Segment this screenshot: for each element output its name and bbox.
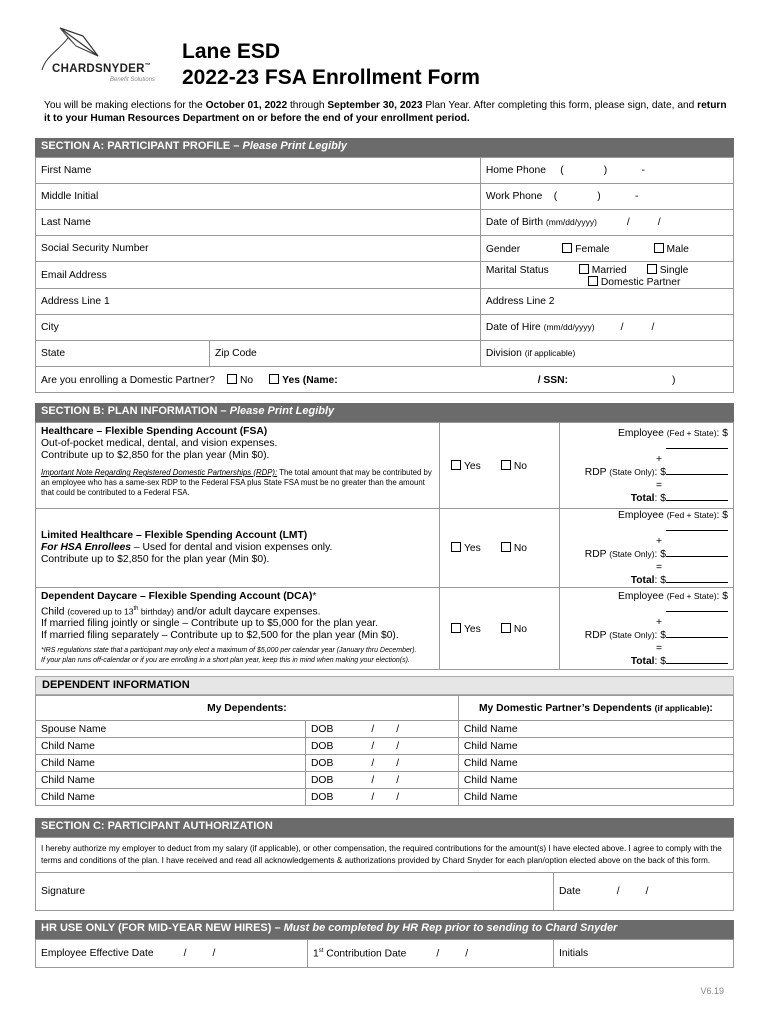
middle-initial-field[interactable]: Middle Initial [36, 184, 481, 210]
address-line-1-field[interactable]: Address Line 1 [36, 289, 481, 315]
division-field[interactable]: Division (if applicable) [480, 341, 733, 367]
spouse-name-field[interactable]: Spouse Name [36, 721, 306, 738]
dependent-info-header: DEPENDENT INFORMATION [35, 676, 734, 695]
gender-field: Gender Female Male [480, 236, 733, 262]
form-title: 2022-23 FSA Enrollment Form [182, 66, 480, 89]
email-field[interactable]: Email Address [36, 262, 481, 289]
dp-child-name-field[interactable]: Child Name [458, 755, 733, 772]
address-line-2-field[interactable]: Address Line 2 [480, 289, 733, 315]
fsa-yes-no: Yes No [440, 423, 560, 509]
lmt-yes-no: Yes No [440, 509, 560, 588]
lmt-description: Limited Healthcare – Flexible Spending Account (LMT) For HSA Enrollees – Used for dental and vision expenses only. Contribute up to $2,850 for the plan year (Min $0). [36, 509, 440, 588]
fsa-description: Healthcare – Flexible Spending Account (FSA) Out-of-pocket medical, dental, and vision expenses. Contribute up to $2,850 for the plan year (Min $0). Important Note Regarding Registered Domestic Partnerships (RDP): The total amount that may be contributed by an employee who has a same-sex RDP to the Federal FSA plus State FSA must be no greater than the amount that could be contributed to a Federal FSA. [36, 423, 440, 509]
initials-field[interactable]: Initials [554, 940, 734, 968]
plan-information-table [35, 422, 734, 670]
section-c-header: SECTION C: PARTICIPANT AUTHORIZATION [35, 818, 734, 837]
hr-use-header: HR USE ONLY (FOR MID-YEAR NEW HIRES) – Must be completed by HR Rep prior to sending to Chard Snyder [35, 920, 734, 939]
city-field[interactable]: City [36, 315, 481, 341]
date-of-birth-field[interactable]: Date of Birth (mm/dd/yyyy) / / [480, 210, 733, 236]
chard-snyder-logo [38, 26, 168, 86]
child-name-field[interactable]: Child Name [36, 772, 306, 789]
dca-yes-no: Yes No [440, 588, 560, 670]
dp-dependents-header: My Domestic Partner’s Dependents (if applicable): [458, 696, 733, 721]
state-field[interactable]: State [36, 341, 210, 367]
work-phone-field[interactable]: Work Phone ( ) - [480, 184, 733, 210]
first-name-field[interactable]: First Name [36, 158, 481, 184]
domestic-partner-checkbox[interactable] [588, 276, 598, 286]
dca-no-checkbox[interactable] [501, 623, 511, 633]
dependents-table [35, 695, 734, 806]
marital-status-field: Marital Status Married Single Domestic Partner [480, 262, 733, 289]
logo-tagline: Benefit Solutions [110, 77, 156, 83]
employee-effective-date-field[interactable]: Employee Effective Date / / [36, 940, 308, 968]
child-name-field[interactable]: Child Name [36, 755, 306, 772]
dependent-dob-field[interactable]: DOB / / [306, 738, 459, 755]
last-name-field[interactable]: Last Name [36, 210, 481, 236]
dependent-dob-field[interactable]: DOB / / [306, 772, 459, 789]
dp-no-checkbox[interactable] [227, 374, 237, 384]
dependent-dob-field[interactable]: DOB / / [306, 755, 459, 772]
dp-child-name-field[interactable]: Child Name [458, 721, 733, 738]
first-contribution-date-field[interactable]: 1st Contribution Date / / [308, 940, 554, 968]
participant-profile-table [35, 157, 734, 393]
authorization-table [35, 837, 734, 911]
lmt-amounts[interactable]: Employee (Fed + State): $ + RDP (State Only): $ = Total: $ [560, 509, 734, 588]
dependent-dob-field[interactable]: DOB / / [306, 789, 459, 806]
signature-field[interactable]: Signature [36, 873, 554, 911]
fsa-yes-checkbox[interactable] [451, 460, 461, 470]
hr-use-table [35, 939, 734, 968]
authorization-text: I hereby authorize my employer to deduct from my salary (if applicable), or other compensation, the required contributions for the amount(s) I have elected above. I agree to comply with the terms and conditions of the plan. I have received and read all acknowledgements & authorizations provided by Chard Snyder for each plan/option elected above on the back of this form. [36, 838, 734, 873]
form-title-employer: Lane ESD [182, 40, 281, 63]
signature-date-field[interactable]: Date / / [554, 873, 734, 911]
child-name-field[interactable]: Child Name [36, 738, 306, 755]
fsa-amounts[interactable]: Employee (Fed + State): $ + RDP (State Only): $ = Total: $ [560, 423, 734, 509]
dependent-dob-field[interactable]: DOB / / [306, 721, 459, 738]
dp-child-name-field[interactable]: Child Name [458, 789, 733, 806]
zip-code-field[interactable]: Zip Code [210, 341, 481, 367]
domestic-partner-question: Are you enrolling a Domestic Partner? No Yes (Name: / SSN: ) [36, 367, 734, 393]
logo-wordmark: CHARDSNYDER™ [52, 63, 152, 75]
single-checkbox[interactable] [647, 264, 657, 274]
married-checkbox[interactable] [579, 264, 589, 274]
lmt-no-checkbox[interactable] [501, 542, 511, 552]
section-b-header: SECTION B: PLAN INFORMATION – Please Print Legibly [35, 403, 734, 422]
date-of-hire-field[interactable]: Date of Hire (mm/dd/yyyy) / / [480, 315, 733, 341]
ssn-field[interactable]: Social Security Number [36, 236, 481, 262]
child-name-field[interactable]: Child Name [36, 789, 306, 806]
male-checkbox[interactable] [654, 243, 664, 253]
section-a-header: SECTION A: PARTICIPANT PROFILE – Please Print Legibly [35, 138, 734, 157]
my-dependents-header: My Dependents: [36, 696, 459, 721]
dca-yes-checkbox[interactable] [451, 623, 461, 633]
dp-yes-checkbox[interactable] [269, 374, 279, 384]
lmt-yes-checkbox[interactable] [451, 542, 461, 552]
form-version: V6.19 [700, 986, 724, 996]
intro-text: You will be making elections for the October 01, 2022 through September 30, 2023 Plan Year. After completing this form, please sign, date, and return it to your Human Resources Department on or before the end of your enrollment period. [44, 100, 727, 124]
dp-child-name-field[interactable]: Child Name [458, 772, 733, 789]
dca-amounts[interactable]: Employee (Fed + State): $ + RDP (State Only): $ = Total: $ [560, 588, 734, 670]
female-checkbox[interactable] [562, 243, 572, 253]
home-phone-field[interactable]: Home Phone ( ) - [480, 158, 733, 184]
fsa-no-checkbox[interactable] [501, 460, 511, 470]
dca-description: Dependent Daycare – Flexible Spending Account (DCA)* Child (covered up to 13th birthday) and/or adult daycare expenses. If married filing jointly or single – Contribute up to $5,000 for the plan year. If married filing separately – Contribute up to $2,500 for the plan year (Min $0). *IRS regulations state that a participant may only elect a maximum of $5,000 per calendar year (January thru December). If your plan runs off-calendar or if you are enrolling in a short plan year, keep this in mind when making your election(s). [36, 588, 440, 670]
dp-child-name-field[interactable]: Child Name [458, 738, 733, 755]
